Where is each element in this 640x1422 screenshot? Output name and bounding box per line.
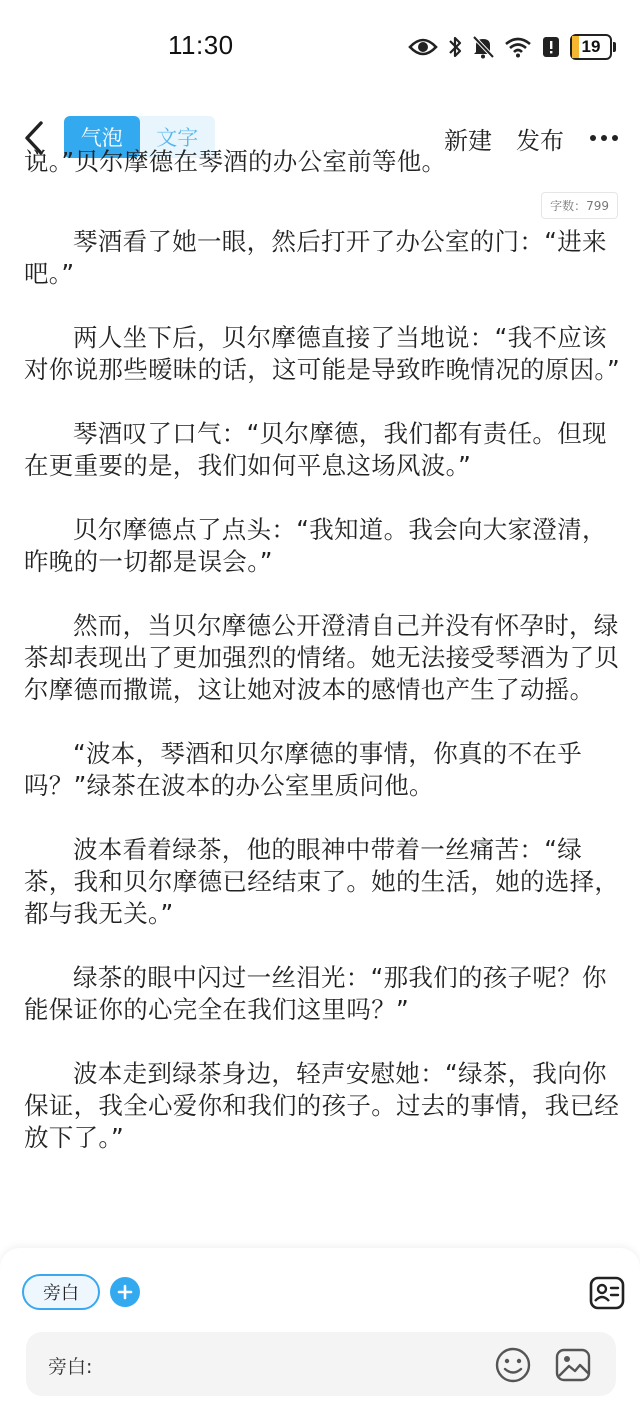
battery-icon: [570, 34, 616, 60]
bottom-panel: [0, 1248, 640, 1422]
status-icons: [408, 32, 616, 62]
role-chip-narrator[interactable]: 旁白: [22, 1274, 100, 1310]
bluetooth-icon: [448, 35, 462, 59]
top-fade: [0, 180, 640, 190]
status-bar: [0, 0, 640, 96]
paragraph: 两人坐下后，贝尔摩德直接了当地说：“我不应该对你说那些暧昧的话，这可能是导致昨晚情况的原因。”: [24, 323, 620, 384]
image-icon: [554, 1346, 592, 1384]
paragraph: 贝尔摩德点了点头：“我知道。我会向大家澄清，昨晚的一切都是误会。”: [24, 515, 607, 576]
paragraph: 琴酒看了她一眼，然后打开了办公室的门：“进来吧。”: [24, 227, 607, 288]
input-bar: [26, 1332, 616, 1396]
role-list-button[interactable]: [588, 1274, 626, 1312]
wifi-icon: [504, 36, 532, 58]
battery-level: 19: [581, 37, 601, 56]
paragraph: 然而，当贝尔摩德公开澄清自己并没有怀孕时，绿茶却表现出了更加强烈的情绪。她无法接受琴酒为了贝尔摩德而撒谎，这让她对波本的感情也产生了动摇。: [24, 611, 620, 704]
status-time: 11:30: [168, 30, 234, 60]
paragraph-list: [24, 147, 624, 1186]
word-count-badge: 字数：799: [541, 192, 618, 219]
paragraph: “波本，琴酒和贝尔摩德的事情，你真的不在乎吗？”绿茶在波本的办公室里质问他。: [24, 739, 582, 800]
plus-icon: [117, 1284, 133, 1300]
tab-text[interactable]: 文字: [156, 126, 199, 150]
paragraph: 琴酒叹了口气：“贝尔摩德，我们都有责任。但现在更重要的是，我们如何平息这场风波。”: [24, 419, 607, 480]
image-button[interactable]: [554, 1346, 592, 1384]
new-button[interactable]: 新建: [444, 126, 492, 155]
input-label: 旁白:: [48, 1356, 93, 1378]
emoji-button[interactable]: [494, 1346, 532, 1384]
paragraph: 波本看着绿茶，他的眼神中带着一丝痛苦：“绿茶，我和贝尔摩德已经结束了。她的生活，她的选择，都与我无关。”: [24, 835, 620, 928]
more-icon[interactable]: [590, 135, 618, 141]
paragraph: 绿茶的眼中闪过一丝泪光：“那我们的孩子呢？你能保证你的心完全在我们这里吗？”: [24, 963, 607, 1024]
alert-icon: [542, 36, 560, 58]
bell-mute-icon: [472, 35, 494, 59]
eye-icon: [408, 36, 438, 58]
paragraph-cut-off: 说。”贝尔摩德在琴酒的办公室前等他。: [24, 147, 447, 176]
tab-bubble[interactable]: 气泡: [64, 116, 140, 158]
contact-card-icon: [588, 1274, 626, 1312]
emoji-icon: [494, 1346, 532, 1384]
publish-button[interactable]: 发布: [516, 126, 564, 155]
dialogue-input[interactable]: [110, 1344, 490, 1384]
paragraph: 波本走到绿茶身边，轻声安慰她：“绿茶，我向你保证，我全心爱你和我们的孩子。过去的事情，我已经放下了。”: [24, 1059, 620, 1152]
add-role-button[interactable]: [110, 1277, 140, 1307]
editor-content[interactable]: [0, 147, 640, 1250]
